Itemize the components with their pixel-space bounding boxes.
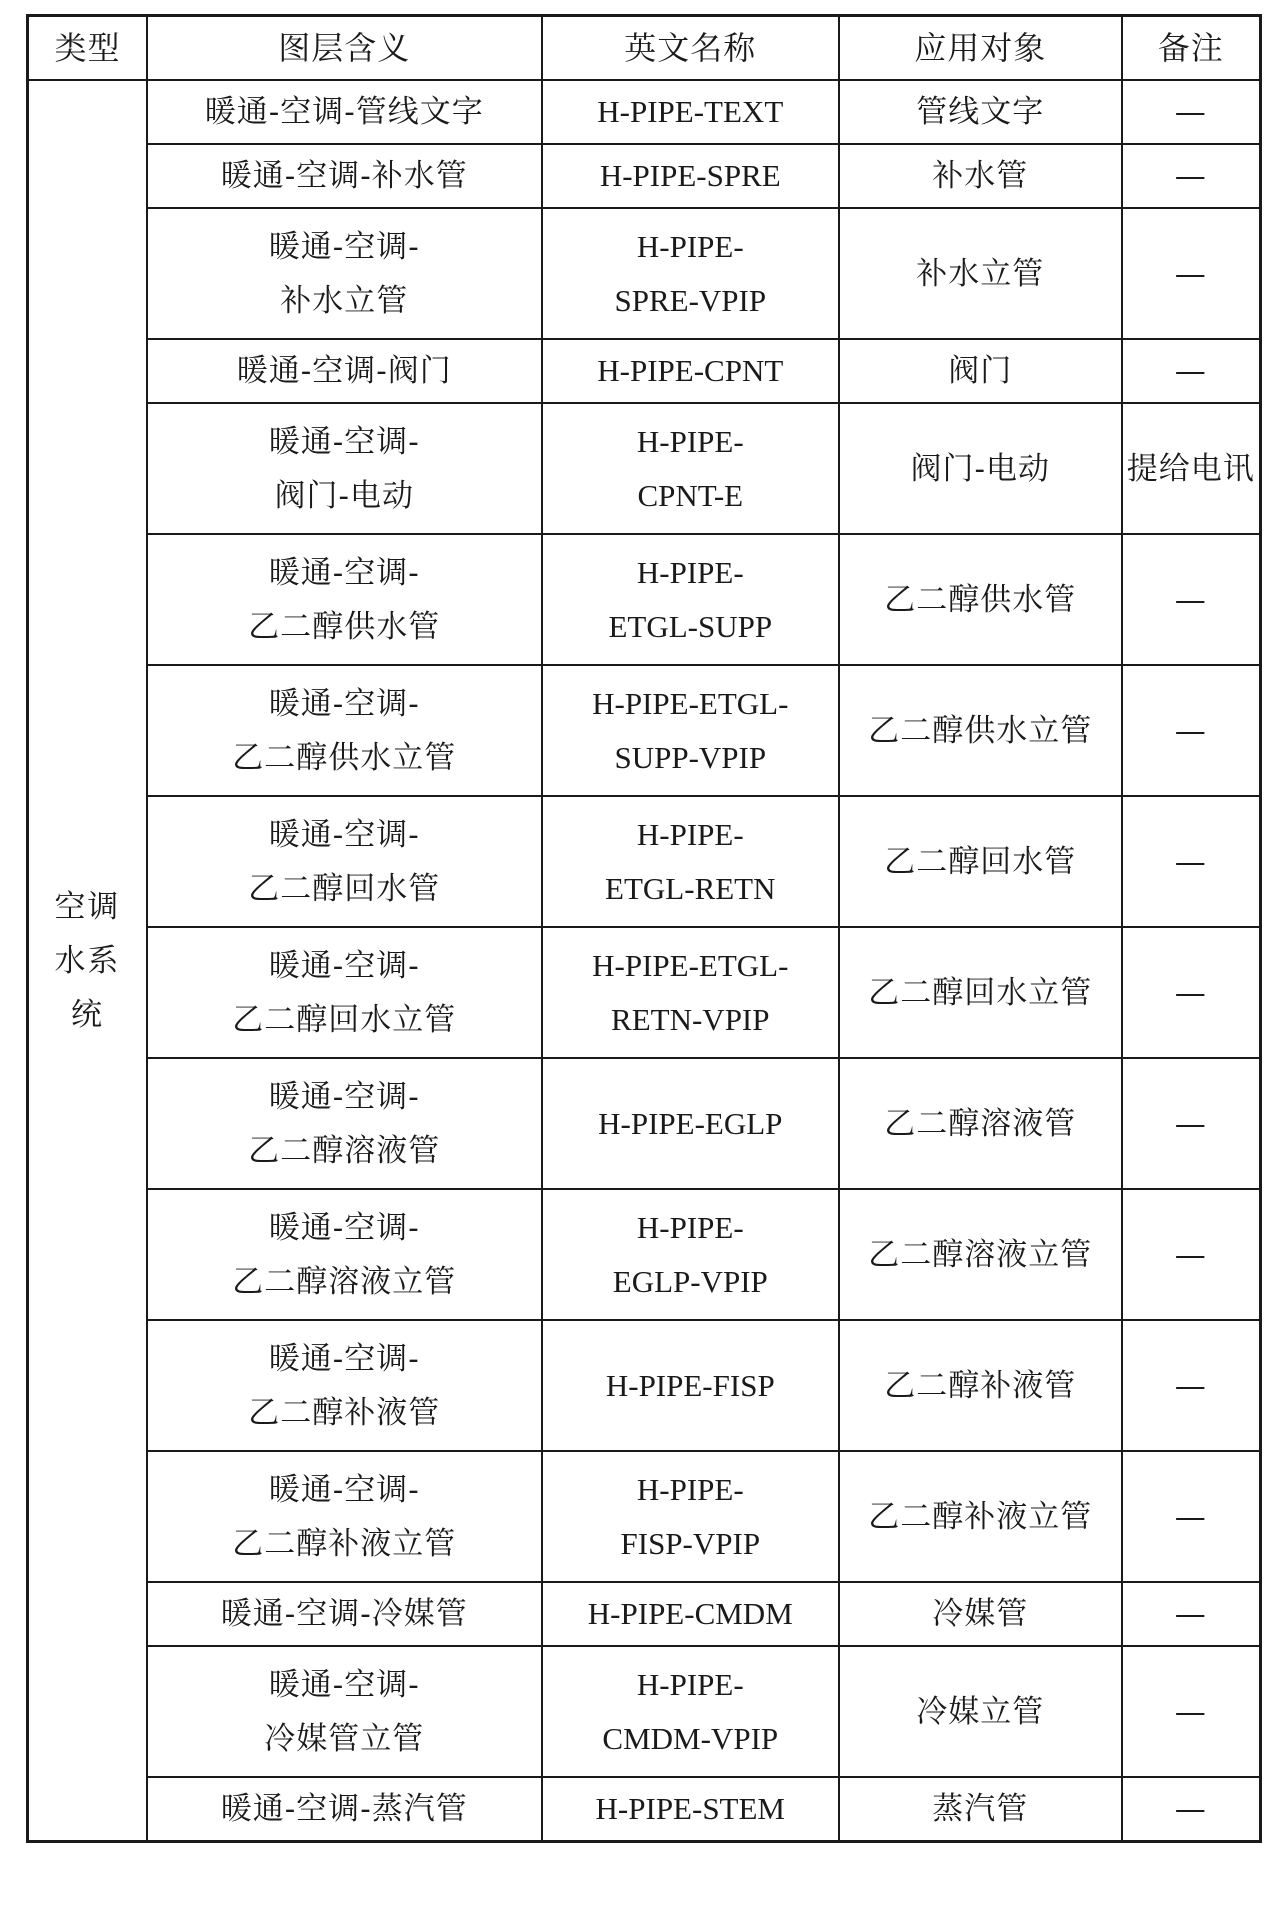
english-name-cell	[542, 208, 839, 339]
layer-meaning-line: 乙二醇供水管	[248, 608, 441, 645]
table-row	[28, 665, 1261, 796]
object-cell: 阀门	[839, 339, 1122, 403]
english-name-cell	[542, 534, 839, 665]
english-name-line: SUPP-VPIP	[614, 739, 767, 775]
layer-meaning-cell	[147, 1320, 542, 1451]
type-label-line: 统	[70, 996, 104, 1033]
table-row	[28, 1189, 1261, 1320]
layer-meaning-cell	[147, 144, 542, 208]
english-name-cell	[542, 1582, 839, 1646]
english-name-cell	[542, 403, 839, 534]
layer-meaning-line: 暖通-空调-	[268, 816, 420, 853]
english-name-line: RETN-VPIP	[611, 1001, 770, 1037]
layer-meaning-cell	[147, 1451, 542, 1582]
layer-meaning-line: 阀门-电动	[274, 477, 414, 514]
layer-meaning-line: 暖通-空调-补水管	[220, 158, 468, 194]
english-name-line: ETGL-RETN	[605, 870, 776, 906]
remark-cell: —	[1122, 1582, 1261, 1646]
english-name-cell	[542, 1777, 839, 1842]
layer-meaning-cell	[147, 927, 542, 1058]
table-row	[28, 796, 1261, 927]
english-name-cell	[542, 80, 839, 144]
layer-meaning-cell	[147, 665, 542, 796]
english-name-line: H-PIPE-	[636, 1471, 744, 1507]
english-name-cell	[542, 1320, 839, 1451]
english-name-cell	[542, 665, 839, 796]
layer-meaning-line: 暖通-空调-	[268, 554, 420, 591]
layer-meaning-cell	[147, 1189, 542, 1320]
object-cell: 乙二醇供水立管	[839, 665, 1122, 796]
layer-meaning-line: 暖通-空调-	[268, 1340, 420, 1377]
table-row	[28, 534, 1261, 665]
english-name-line: H-PIPE-	[636, 816, 744, 852]
object-cell: 管线文字	[839, 80, 1122, 144]
object-cell: 乙二醇供水管	[839, 534, 1122, 665]
layer-meaning-line: 暖通-空调-	[268, 1471, 420, 1508]
english-name-cell	[542, 1189, 839, 1320]
table-row	[28, 1777, 1261, 1842]
table-row	[28, 144, 1261, 208]
english-name-line: CPNT-E	[637, 477, 744, 513]
object-cell: 冷媒立管	[839, 1646, 1122, 1777]
type-label-line: 水系	[54, 942, 121, 979]
remark-cell: —	[1122, 665, 1261, 796]
english-name-cell	[542, 1646, 839, 1777]
english-name-line: H-PIPE-	[636, 1209, 744, 1245]
remark-cell: —	[1122, 1320, 1261, 1451]
remark-cell: —	[1122, 1058, 1261, 1189]
layer-meaning-cell	[147, 1582, 542, 1646]
english-name-cell	[542, 1451, 839, 1582]
layer-table	[26, 14, 1262, 1843]
english-name-line: H-PIPE-	[636, 423, 744, 459]
type-cell	[28, 80, 147, 1842]
remark-cell: —	[1122, 1451, 1261, 1582]
english-name-line: CMDM-VPIP	[602, 1720, 779, 1756]
layer-meaning-line: 乙二醇供水立管	[232, 739, 457, 776]
layer-meaning-cell	[147, 208, 542, 339]
layer-meaning-line: 冷媒管立管	[264, 1720, 425, 1757]
layer-meaning-line: 暖通-空调-	[268, 1078, 420, 1115]
layer-meaning-cell	[147, 534, 542, 665]
layer-meaning-line: 乙二醇回水立管	[232, 1001, 457, 1038]
object-cell: 补水管	[839, 144, 1122, 208]
layer-meaning-cell	[147, 796, 542, 927]
table-row	[28, 1058, 1261, 1189]
header-object: 应用对象	[839, 16, 1122, 81]
layer-meaning-line: 暖通-空调-	[268, 1209, 420, 1246]
layer-meaning-line: 乙二醇溶液立管	[232, 1263, 457, 1300]
table-body	[28, 80, 1261, 1842]
header-english-name: 英文名称	[542, 16, 839, 81]
layer-meaning-line: 乙二醇补液管	[248, 1394, 441, 1431]
remark-cell: —	[1122, 927, 1261, 1058]
type-label-line: 空调	[54, 888, 121, 925]
table-row	[28, 1582, 1261, 1646]
english-name-cell	[542, 796, 839, 927]
layer-meaning-cell	[147, 1058, 542, 1189]
object-cell: 乙二醇回水立管	[839, 927, 1122, 1058]
english-name-cell	[542, 339, 839, 403]
english-name-line: EGLP-VPIP	[612, 1263, 768, 1299]
english-name-line: H-PIPE-STEM	[595, 1791, 785, 1826]
english-name-line: H-PIPE-TEXT	[597, 94, 784, 129]
english-name-line: SPRE-VPIP	[614, 282, 767, 318]
object-cell: 冷媒管	[839, 1582, 1122, 1646]
english-name-line: H-PIPE-	[636, 1666, 744, 1702]
layer-meaning-line: 乙二醇回水管	[248, 870, 441, 907]
remark-cell: —	[1122, 1646, 1261, 1777]
layer-meaning-line: 暖通-空调-冷媒管	[220, 1596, 468, 1632]
table-row	[28, 1320, 1261, 1451]
layer-meaning-line: 补水立管	[280, 282, 409, 319]
english-name-line: H-PIPE-FISP	[605, 1367, 775, 1403]
document-page	[26, 14, 1262, 1906]
table-row	[28, 403, 1261, 534]
table-row	[28, 1646, 1261, 1777]
remark-cell: —	[1122, 80, 1261, 144]
header-meaning: 图层含义	[147, 16, 542, 81]
layer-meaning-cell	[147, 80, 542, 144]
remark-cell: —	[1122, 144, 1261, 208]
object-cell: 乙二醇补液立管	[839, 1451, 1122, 1582]
table-row	[28, 339, 1261, 403]
object-cell: 蒸汽管	[839, 1777, 1122, 1842]
object-cell: 补水立管	[839, 208, 1122, 339]
remark-cell: —	[1122, 208, 1261, 339]
english-name-line: H-PIPE-	[636, 554, 744, 590]
header-type: 类型	[28, 16, 147, 81]
layer-meaning-cell	[147, 1646, 542, 1777]
object-cell: 阀门-电动	[839, 403, 1122, 534]
object-cell: 乙二醇补液管	[839, 1320, 1122, 1451]
remark-cell: —	[1122, 534, 1261, 665]
object-cell: 乙二醇回水管	[839, 796, 1122, 927]
layer-meaning-line: 乙二醇补液立管	[232, 1525, 457, 1562]
layer-meaning-line: 暖通-空调-	[268, 1666, 420, 1703]
english-name-cell	[542, 1058, 839, 1189]
english-name-line: H-PIPE-ETGL-	[592, 947, 789, 983]
layer-meaning-line: 暖通-空调-蒸汽管	[220, 1791, 468, 1827]
object-cell: 乙二醇溶液管	[839, 1058, 1122, 1189]
layer-meaning-line: 暖通-空调-	[268, 685, 420, 722]
layer-meaning-line: 暖通-空调-阀门	[236, 353, 452, 389]
english-name-line: H-PIPE-ETGL-	[592, 685, 789, 721]
table-row	[28, 927, 1261, 1058]
header-remark: 备注	[1122, 16, 1261, 81]
remark-cell: —	[1122, 1777, 1261, 1842]
table-header-row	[28, 16, 1261, 81]
english-name-cell	[542, 144, 839, 208]
layer-meaning-cell	[147, 339, 542, 403]
english-name-line: H-PIPE-CMDM	[587, 1596, 793, 1631]
layer-meaning-line: 暖通-空调-	[268, 228, 420, 265]
object-cell: 乙二醇溶液立管	[839, 1189, 1122, 1320]
english-name-line: H-PIPE-CPNT	[597, 353, 784, 388]
remark-cell: —	[1122, 339, 1261, 403]
english-name-line: ETGL-SUPP	[608, 608, 773, 644]
english-name-line: H-PIPE-EGLP	[598, 1105, 783, 1141]
remark-cell: —	[1122, 796, 1261, 927]
layer-meaning-cell	[147, 403, 542, 534]
layer-meaning-cell	[147, 1777, 542, 1842]
layer-meaning-line: 暖通-空调-	[268, 947, 420, 984]
table-row	[28, 208, 1261, 339]
english-name-line: H-PIPE-SPRE	[599, 158, 781, 193]
remark-cell: 提给电讯	[1122, 403, 1261, 534]
layer-meaning-line: 乙二醇溶液管	[248, 1132, 441, 1169]
table-row	[28, 80, 1261, 144]
english-name-cell	[542, 927, 839, 1058]
layer-meaning-line: 暖通-空调-管线文字	[204, 94, 484, 130]
english-name-line: FISP-VPIP	[620, 1525, 761, 1561]
layer-meaning-line: 暖通-空调-	[268, 423, 420, 460]
table-row	[28, 1451, 1261, 1582]
english-name-line: H-PIPE-	[636, 228, 744, 264]
remark-cell: —	[1122, 1189, 1261, 1320]
